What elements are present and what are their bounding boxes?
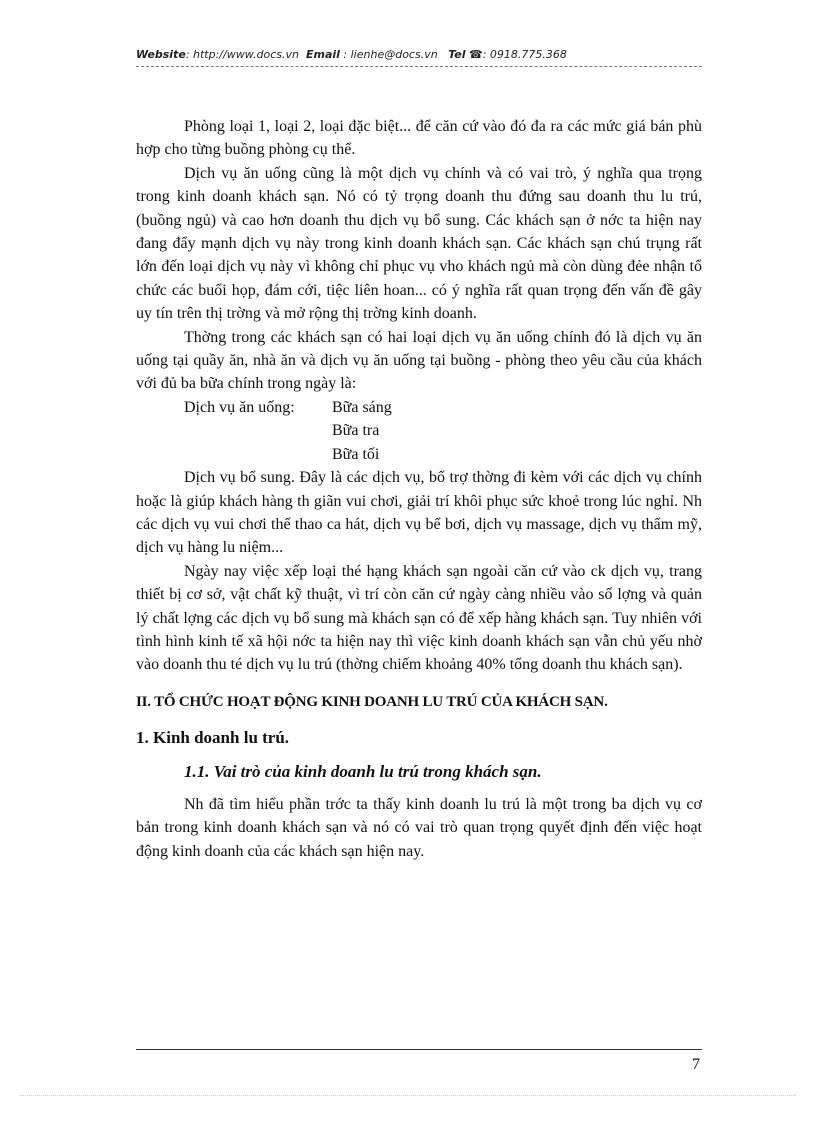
meal-list-label: Dịch vụ ăn uống:: [184, 398, 295, 416]
section-heading: II. TỔ CHỨC HOẠT ĐỘNG KINH DOANH LU TRÚ CỦA KHÁCH SẠN.: [136, 693, 608, 710]
paragraph-room-classes: Phòng loại 1, loại 2, loại đặc biệt... để căn cứ vào đó đa ra các mức giá bán phù hợp cho từng buồng phòng cụ thể.: [136, 118, 702, 159]
phone-icon: ☎: [469, 48, 483, 61]
paragraph-food-types: Thờng trong các khách sạn có hai loại dịch vụ ăn uống chính đó là dịch vụ ăn uống tại quầy ăn, nhà ăn và dịch vụ ăn uống tại buồng - phòng theo yêu cầu của khách với đủ ba bữa chính trong ngày là:: [136, 328, 702, 393]
email-value: : lienhe@docs.vn: [343, 48, 438, 61]
paragraph-accommodation-role: Nh đã tìm hiểu phần trớc ta thấy kinh doanh lu trú là một trong ba dịch vụ cơ bản trong kinh doanh khách sạn và nó có vai trò quan trọng quyết định đến việc hoạt động kinh doanh của các khách sạn hiện nay.: [136, 795, 702, 860]
document-body: [136, 115, 702, 863]
meal-item: Bữa sáng: [332, 398, 392, 416]
website-value: : http://www.docs.vn: [185, 48, 299, 61]
header-divider: [136, 66, 702, 67]
paragraph-food-service: Dịch vụ ăn uống cũng là một dịch vụ chính và có vai trò, ý nghĩa qua trọng trong kinh doanh khách sạn. Nó có tỷ trọng doanh thu đứng sau doanh thu lu trú, (buồng ngủ) và cao hơn doanh thu dịch vụ bổ sung. Các khách sạn ở nớc ta hiện nay đang đẩy mạnh dịch vụ này trong kinh doanh khách sạn. Các khách sạn chú trụng rất lớn đến loại dịch vụ này vì không chỉ phục vụ vho khách ngủ mà còn dùng đẻe nhận tổ chức các buổi họp, đám cới, tiệc liên hoan... có ý nghĩa rất quan trọng đến vấn đề gây uy tín trên thị trờng và mở rộng thị trờng kinh doanh.: [136, 164, 702, 323]
page-header: [136, 48, 702, 61]
page-number: 7: [692, 1056, 700, 1073]
website-label: Website: [136, 48, 186, 61]
meal-item: Bữa tối: [332, 445, 380, 463]
email-label: Email: [305, 48, 340, 61]
meal-item: Bữa tra: [332, 422, 380, 440]
paragraph-extra-services: Dịch vụ bổ sung. Đây là các dịch vụ, bổ trợ thờng đi kèm với các dịch vụ chính hoặc là giúp khách hàng th giãn vui chơi, giải trí khôi phục sức khoẻ trong lúc nghỉ. Nh các dịch vụ vui chơi thể thao ca hát, dịch vụ bể bơi, dịch vụ massage, dịch vụ thẩm mỹ, dịch vụ hàng lu niệm...: [136, 469, 702, 557]
meal-list: [136, 396, 702, 466]
tel-value: : 0918.775.368: [482, 48, 567, 61]
footer-divider: [136, 1049, 702, 1050]
tel-label: Tel: [448, 48, 466, 61]
paragraph-hotel-ranking: Ngày nay việc xếp loại thé hạng khách sạn ngoài căn cứ vào ck dịch vụ, trang thiết bị cơ sở, vật chất kỹ thuật, vì trí còn căn cứ ngày càng nhiều vào số lợng và quản lý chất lợng các dịch vụ bổ sung mà khách sạn có để xếp hàng khách sạn. Tuy nhiên với tình hình kinh tế xã hội nớc ta hiện nay thì việc kinh doanh khách sạn vẫn chủ yếu nhờ vào doanh thu té dịch vụ lu trú (thờng chiếm khoảng 40% tổng doanh thu khách sạn).: [136, 562, 702, 674]
subsection-heading: 1. Kinh doanh lu trú.: [136, 728, 290, 748]
subsubsection-heading: 1.1. Vai trò của kinh doanh lu trú trong khách sạn.: [184, 761, 542, 781]
page-bottom-border: [20, 1095, 796, 1096]
